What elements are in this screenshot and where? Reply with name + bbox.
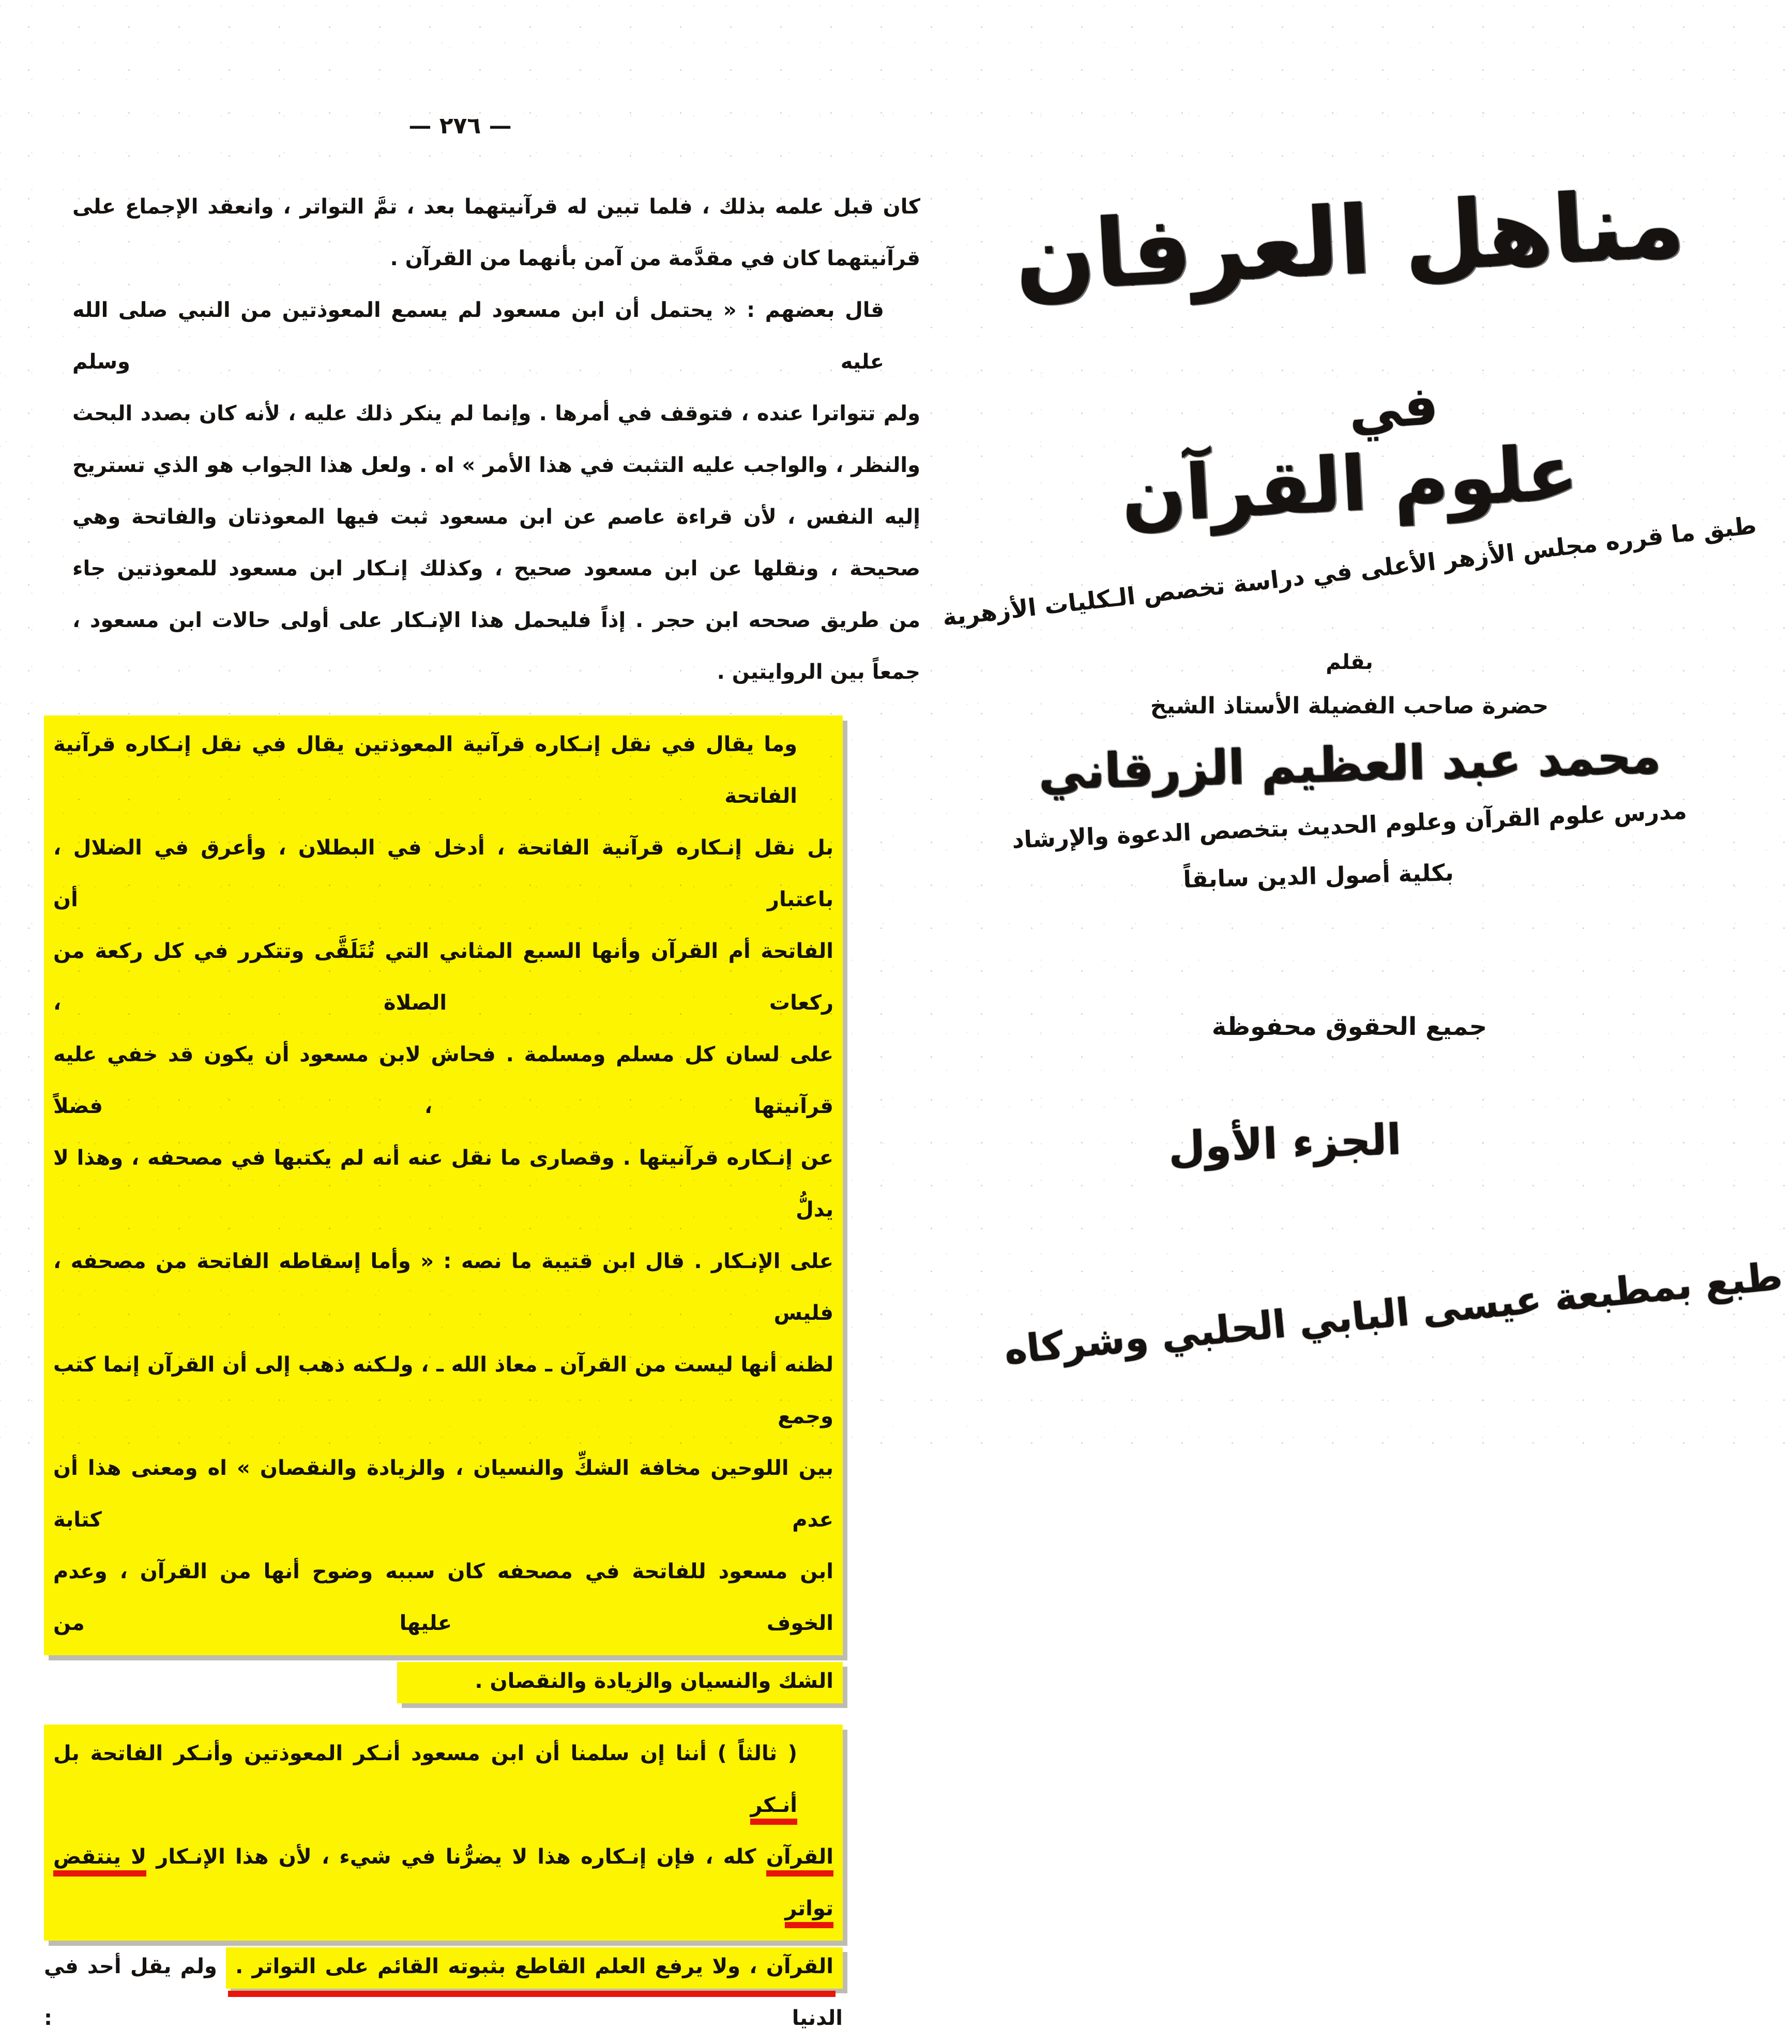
text-segment: جمعاً بين الروايتين . (717, 660, 920, 684)
highlighted-text: وما يقال في نقل إنـكاره قرآنية المعوذتين يقال في نقل إنـكاره قرآنية الفاتحة (53, 733, 797, 808)
text-line (44, 1941, 843, 2044)
highlight-block-2-tail (44, 1941, 843, 2044)
highlighted-text: الفاتحة أم القرآن وأنها السبع المثاني التي تُتَلَقَّى وتتكرر في كل ركعة من ركعات الصلاة ، (53, 939, 833, 1015)
book-title-fi: في (1346, 373, 1440, 443)
text-segment: قال بعضهم : « يحتمل أن ابن مسعود لم يسمع المعوذتين من النبي صلى الله عليه وسلم (72, 298, 884, 374)
text-line (72, 594, 920, 646)
highlighted-text: عن إنـكاره قرآنيتها . وقصارى ما نقل عنه أنه لم يكتبها في مصحفه ، وهذا لا يدلُّ (53, 1146, 833, 1222)
highlight-block-1 (44, 715, 843, 1655)
text-line (53, 1546, 833, 1649)
text-line (72, 284, 920, 388)
highlighted-text: ( ثالثاً ) أننا إن سلمنا أن ابن مسعود أنـكر المعوذتين وأنـكر الفاتحة بل (53, 1742, 797, 1765)
author-title-line-2: بكلية أصول الدين سابقاً (1182, 859, 1454, 893)
text-segment: كان قبل علمه بذلك ، فلما تبين له قرآنيتهما بعد ، تمَّ التواتر ، وانعقد الإجماع على (72, 195, 920, 219)
paragraph-2 (72, 284, 920, 698)
text-line (53, 1728, 833, 1831)
highlight-block-1-tail (44, 1655, 843, 1707)
red-underlined-text: لا ينتقض تواتر (53, 1845, 833, 1928)
right-page (910, 0, 1789, 1450)
red-underlined-text: أنـكر (750, 1793, 797, 1825)
text-line (72, 388, 920, 439)
page-number: — ٢٧٦ — (408, 113, 512, 139)
azhar-approval-line: طبق ما قرره مجلس الأزهر الأعلى في دراسة تخصص الـكليات الأزهرية (941, 511, 1758, 632)
author-title-line-1: مدرس علوم القرآن وعلوم الحديث بتخصص الدعوة والإرشاد (1011, 797, 1688, 854)
text-segment: قرآنيتهما كان في مقدَّمة من آمن بأنهما من القرآن . (390, 247, 920, 270)
highlighted-text: كله ، فإن إنـكاره هذا لا يضرُّنا في شيء ، لأن هذا الإنـكار (146, 1845, 766, 1869)
highlighted-text: ابن مسعود للفاتحة في مصحفه كان سببه وضوح أنها من القرآن ، وعدم الخوف عليها من (53, 1560, 833, 1635)
text-line (53, 1442, 833, 1546)
highlighted-text: على لسان كل مسلم ومسلمة . فحاش لابن مسعود أن يكون قد خفي عليه قرآنيتها ، فضلاً (53, 1043, 833, 1118)
text-line (44, 1655, 843, 1707)
highlighted-text: لظنه أنها ليست من القرآن ـ معاذ الله ـ ، ولـكنه ذهب إلى أن القرآن إنما كتب وجمع (53, 1353, 833, 1428)
text-line (53, 1339, 833, 1442)
text-line (72, 181, 920, 233)
text-line (53, 1235, 833, 1339)
text-segment: صحيحة ، ونقلها عن ابن مسعود صحيح ، وكذلك إنـكار ابن مسعود للمعوذتين جاء (72, 557, 920, 581)
left-page-text-column (44, 181, 920, 2044)
byline-honorific: حضرة صاحب الفضيلة الأستاذ الشيخ (1150, 693, 1549, 719)
text-line (72, 233, 920, 284)
text-segment: والنظر ، والواجب عليه التثبت في هذا الأمر » اه . ولعل هذا الجواب هو الذي تستريح (72, 453, 920, 477)
text-line (72, 491, 920, 543)
highlighted-text: الشك والنسيان والزيادة والنقصان . (397, 1662, 843, 1703)
text-line (72, 646, 920, 698)
text-segment: من طريق صححه ابن حجر . إذاً فليحمل هذا الإنـكار على أولى حالات ابن مسعود ، (72, 608, 920, 632)
paragraph-1 (72, 181, 920, 284)
byline-label: بقلم (1326, 650, 1373, 674)
printer-imprint: طبع بمطبعة عيسى البابي الحلبي وشركاه (1002, 1254, 1785, 1374)
text-line (53, 822, 833, 925)
text-line (53, 925, 833, 1029)
highlighted-text: على الإنـكار . قال ابن قتيبة ما نصه : « وأما إسقاطه الفاتحة من مصحفه ، فليس (53, 1249, 833, 1325)
text-line (72, 543, 920, 594)
text-line (53, 719, 833, 822)
text-segment: إليه النفس ، لأن قراءة عاصم عن ابن مسعود ثبت فيها المعوذتان والفاتحة وهي (72, 505, 920, 529)
book-title-calligraphy: مناهل العرفان (1011, 169, 1688, 313)
highlighted-text: بين اللوحين مخافة الشكِّ والنسيان ، والزيادة والنقصان » اه ومعنى هذا أن عدم كتابة (53, 1456, 833, 1532)
highlight-block-2 (44, 1725, 843, 1941)
text-segment: ولم تتواترا عنده ، فتوقف في أمرها . وإنما لم ينكر ذلك عليه ، لأنه كان بصدد البحث (72, 402, 920, 425)
text-line (53, 1831, 833, 1934)
red-underlined-text: القرآن (766, 1845, 833, 1877)
text-line (72, 439, 920, 491)
highlighted-text: بل نقل إنـكاره قرآنية الفاتحة ، أدخل في البطلان ، وأعرق في الضلال ، باعتبار أن (53, 836, 833, 911)
rights-notice: جميع الحقوق محفوظة (1211, 1012, 1487, 1041)
author-name-calligraphy: محمد عبد العظيم الزرقاني (1037, 728, 1662, 800)
text-line (53, 1029, 833, 1132)
text-line (53, 1132, 833, 1235)
highlighted-text: القرآن ، ولا يرفع العلم القاطع بثبوته القائم على التواتر . (226, 1947, 843, 1989)
volume-label: الجزء الأول (1167, 1115, 1402, 1172)
book-title-subject: علوم القرآن (1119, 428, 1580, 541)
text-segment: ولم يقل أحد في الدنيا : (44, 1955, 843, 2030)
